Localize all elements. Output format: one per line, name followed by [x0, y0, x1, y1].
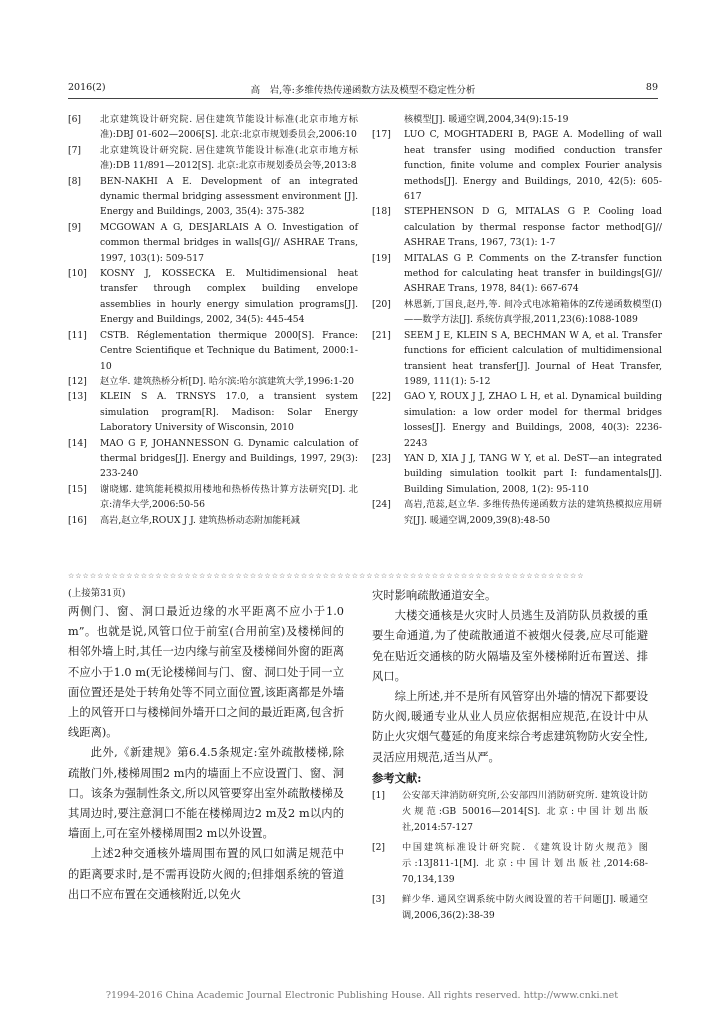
- reference-number: [16]: [68, 514, 87, 526]
- reference-item: [372, 297, 662, 328]
- reference-text: BEN-NAKHI A E. Development of an integrated dynamic thermal bridging assessment environment [J]. Energy and Buildings, 2003, 35(4): 375-382: [100, 175, 358, 218]
- reference-number: [17]: [372, 129, 391, 141]
- reference-number: [20]: [372, 298, 391, 310]
- body-paragraph: 灾时影响疏散通道安全。: [372, 589, 497, 602]
- reference-number: [14]: [68, 437, 87, 449]
- reference-text: 高岩,范蕊,赵立华. 多维传热传递函数方法的建筑热模拟应用研究[J]. 暖通空调,2009,39(8):48-50: [404, 499, 662, 526]
- reference-number: [6]: [68, 114, 82, 125]
- reference-number: [19]: [372, 252, 391, 264]
- reference-item: [68, 482, 358, 513]
- references-column-left: [68, 112, 358, 528]
- reference-number: [21]: [372, 329, 391, 341]
- reference-number: [18]: [372, 206, 391, 218]
- reference-number: [11]: [68, 329, 87, 341]
- running-title: 高 岩,等:多维传热传递函数方法及模型不稳定性分析: [250, 85, 476, 96]
- reference-item: [372, 127, 662, 204]
- reference-item: [68, 143, 358, 174]
- reference-number: [3]: [372, 894, 386, 906]
- reference-number: [13]: [68, 391, 87, 403]
- reference-text: 中国建筑标准设计研究院. 《建筑设计防火规范》图示:13J811-1[M]. 北京:中国计划出版社,2014:68-70,134,139: [402, 842, 648, 886]
- reference-item: [372, 204, 662, 250]
- reference-number: [22]: [372, 391, 391, 403]
- reference-text: STEPHENSON D G, MITALAS G P. Cooling load calculation by thermal response factor method[G]// ASHRAE Trans, 1967, 73(1): 1-7: [404, 206, 662, 249]
- reference-text: SEEM J E, KLEIN S A, BECHMAN W A, et al. Transfer functions for efficient calculation of multidimensional transient heat transfer[J]. Journal of Heat Transfer, 1989, 111(1): 5-12: [404, 329, 662, 387]
- reference-item: [68, 389, 358, 435]
- reference-item: [68, 328, 358, 374]
- reference-item: [372, 389, 662, 451]
- reference-text: CSTB. Réglementation thermique 2000[S]. France: Centre Scientifique et Technique du Batiment, 2000:1-10: [100, 329, 358, 372]
- reference-number: [23]: [372, 452, 391, 464]
- reference-item: [372, 840, 648, 888]
- reference-text: 鲜少华. 通风空调系统中防火阀设置的若干问题[J]. 暖通空调,2006,36(2):38-39: [402, 894, 648, 922]
- reference-text: 公安部天津消防研究所,公安部四川消防研究所. 建筑设计防火规范:GB 50016—2014[S]. 北京:中国计划出版社,2014:57-127: [402, 790, 648, 834]
- body-paragraph: 此外,《新建规》第6.4.5条规定:室外疏散楼梯,除疏散门外,楼梯周围2 m内的墙面上不应设置门、窗、洞口。该条为强制性条文,所以风管要穿出室外疏散楼梯及其周边时,要注意洞口不能在楼梯周边2 m及2 m以内的墙面上,可在室外楼梯周围2 m以外设置。: [68, 746, 344, 841]
- reference-text: KOSNY J, KOSSECKA E. Multidimensional heat transfer through complex building envelope assemblies in hourly energy simulation programs[J]. Energy and Buildings, 2002, 34(5): 445-454: [100, 268, 358, 326]
- body-paragraph: 上述2种交通核外墙周围布置的风口如满足规范中的距离要求时,是不需再设防火阀的;但排烟系统的管道出口不应布置在交通核附近,以免火: [68, 847, 344, 901]
- reference-number: [24]: [372, 499, 391, 511]
- reference-item: [372, 497, 662, 528]
- page-header: [68, 82, 658, 99]
- reference-text: 北京建筑设计研究院. 居住建筑节能设计标准(北京市地方标准):DB 11/891—2012[S]. 北京:北京市规划委员会等,2013:8: [100, 144, 358, 172]
- reference-text: YAN D, XIA J J, TANG W Y, et al. DeST—an integrated building simulation toolkit part I: fundamentals[J]. Building Simulation, 2008, 1(2): 95-110: [404, 452, 662, 495]
- reference-text: 高岩,赵立华,ROUX J J. 建筑热桥动态附加能耗减: [100, 514, 300, 526]
- reference-item: [372, 788, 648, 836]
- references-column-right: [372, 112, 662, 528]
- reference-item: [68, 374, 358, 389]
- body-column-left: [68, 586, 344, 905]
- reference-item: [68, 174, 358, 220]
- reference-text: 谢晓娜. 建筑能耗模拟用楼地和热桥传热计算方法研究[D]. 北京:清华大学,2006:50-56: [100, 483, 358, 511]
- article-divider: ☆☆☆☆☆☆☆☆☆☆☆☆☆☆☆☆☆☆☆☆☆☆☆☆☆☆☆☆☆☆☆☆☆☆☆☆☆☆☆☆☆☆☆☆☆☆☆☆☆☆☆☆☆☆☆☆☆☆☆☆☆☆☆☆☆☆☆☆☆☆☆: [68, 572, 585, 580]
- reference-number: [10]: [68, 268, 87, 280]
- reference-item: [372, 251, 662, 297]
- references-heading: 参考文献:: [372, 770, 422, 785]
- body-references: [372, 788, 648, 924]
- reference-item: [68, 220, 358, 266]
- reference-number: [2]: [372, 842, 386, 854]
- reference-text: 北京建筑设计研究院. 居住建筑节能设计标准(北京市地方标准):DBJ 01-602—2006[S]. 北京:北京市规划委员会,2006:10: [100, 114, 358, 141]
- reference-text: GAO Y, ROUX J J, ZHAO L H, et al. Dynamical building simulation: a low order model for thermal bridges losses[J]. Energy and Buildings, 2008, 40(3): 2236-2243: [404, 391, 662, 449]
- reference-item: [68, 513, 358, 528]
- reference-text: MITALAS G P. Comments on the Z-transfer function method for calculating heat transfer in buildings[G]// ASHRAE Trans, 1978, 84(1): 667-674: [404, 252, 662, 295]
- reference-number: [12]: [68, 375, 87, 387]
- reference-number: [9]: [68, 221, 82, 233]
- body-paragraph: 综上所述,并不是所有风管穿出外墙的情况下都要设防火阀,暖通专业从业人员应依据相应规范,在设计中从防止火灾烟气蔓延的角度来综合考虑建筑物防火安全性,灵活应用规范,适当从严。: [372, 690, 648, 764]
- reference-item: [68, 112, 358, 143]
- reference-text: MAO G F, JOHANNESSON G. Dynamic calculation of thermal bridges[J]. Energy and Buildings, 1997, 29(3): 233-240: [100, 437, 358, 480]
- copyright-footer: ?1994-2016 China Academic Journal Electronic Publishing House. All rights reserved. http://www.cnki.net: [105, 990, 619, 1001]
- reference-item: [372, 328, 662, 390]
- reference-item: [372, 112, 662, 127]
- reference-item: [68, 436, 358, 482]
- reference-text: MCGOWAN A G, DESJARLAIS A O. Investigation of common thermal bridges in walls[G]// ASHRAE Trans, 1997, 103(1): 509-517: [100, 221, 358, 264]
- reference-item: [372, 892, 648, 924]
- reference-text: KLEIN S A. TRNSYS 17.0, a transient system simulation program[R]. Madison: Solar Energy Laboratory University of Wisconsin, 2010: [100, 391, 358, 434]
- body-column-right: [372, 586, 648, 928]
- body-paragraph: 大楼交通核是火灾时人员逃生及消防队员救援的重要生命通道,为了使疏散通道不被烟火侵袭,应尽可能避免在贴近交通核的防火隔墙及室外楼梯附近布置送、排风口。: [372, 609, 648, 683]
- reference-number: [15]: [68, 483, 87, 495]
- reference-item: [372, 451, 662, 497]
- reference-text: 核模型[J]. 暖通空调,2004,34(9):15-19: [404, 114, 569, 125]
- reference-text: 赵立华. 建筑热桥分析[D]. 哈尔滨:哈尔滨建筑大学,1996:1-20: [100, 375, 354, 387]
- body-paragraph: 两侧门、窗、洞口最近边缘的水平距离不应小于1.0 m”。也就是说,风管口位于前室(合用前室)及楼梯间的相邻外墙上时,其任一边内缘与前室及楼梯间外窗的距离不应小于1.0 m(无论楼梯间与门、窗、洞口处于同一立面位置还是处于转角处等不同立面位置,该距离都是外墙上的风管开口与楼梯间外墙开口之间的最近距离,包含折线距离)。: [68, 605, 344, 740]
- reference-number: [1]: [372, 790, 386, 802]
- reference-number: [7]: [68, 144, 82, 156]
- reference-number: [8]: [68, 175, 82, 187]
- reference-text: LUO C, MOGHTADERI B, PAGE A. Modelling of wall heat transfer using modified conduction transfer function, finite volume and complex Fourier analysis methods[J]. Energy and Buildings, 2010, 42(5): 605-617: [404, 129, 662, 203]
- reference-text: 林恩新,丁国良,赵丹,等. 间冷式电冰箱箱体的Z传递函数模型(I)——数学方法[J]. 系统仿真学报,2011,23(6):1088-1089: [404, 298, 662, 326]
- continued-note: (上接第31页): [68, 588, 126, 599]
- issue-number: 2016(2): [68, 82, 106, 93]
- page-number: 89: [645, 82, 658, 93]
- reference-item: [68, 266, 358, 328]
